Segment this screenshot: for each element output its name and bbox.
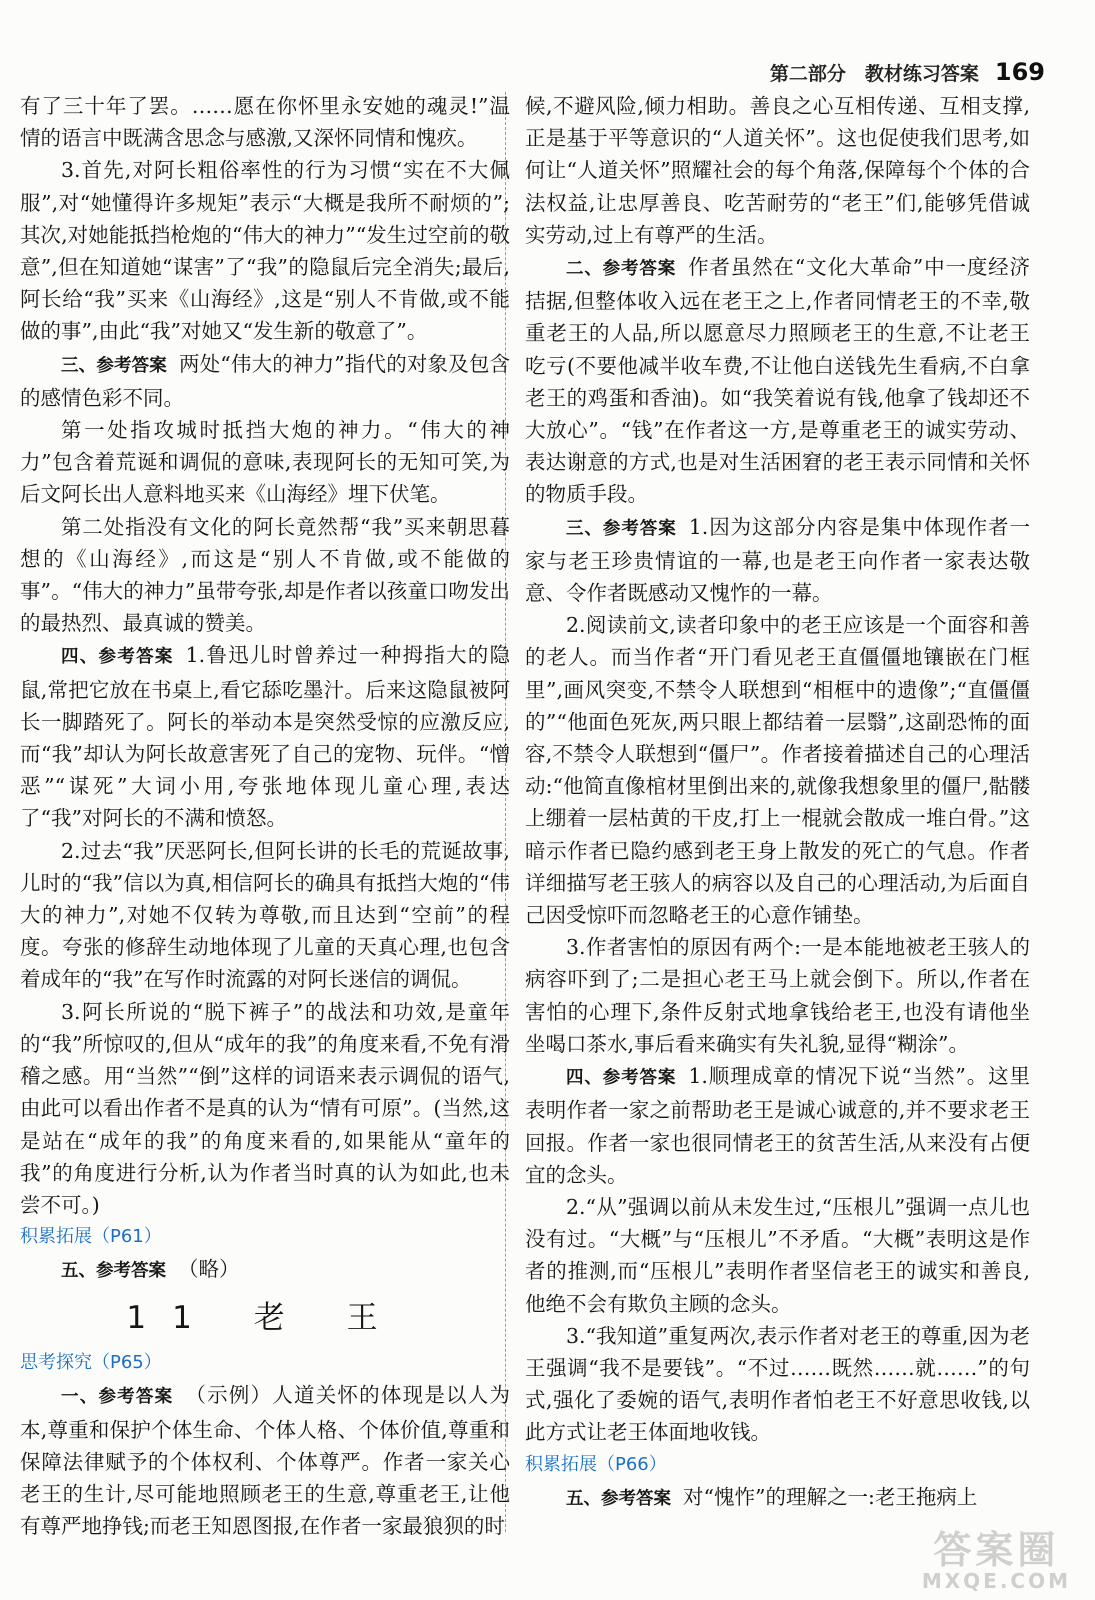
left-column <box>20 90 510 1542</box>
watermark-logo-text: 答案圈 <box>933 1528 1060 1572</box>
answer-label: 五、参考答案 <box>61 1261 166 1282</box>
answer-text: （示例）人道关怀的体现是以人为本,尊重和保护个体生命、个体人格、个体价值,尊重和保障法律赋予的个体权利、个体尊严。作者一家关心老王的生计,尽可能地照顾老王的生意,尊重老王,让他有尊严地挣钱;而老王知恩图报,在作者一家最狼狈的时 <box>20 1383 511 1539</box>
paragraph: 有了三十年了罢。……愿在你怀里永安她的魂灵!”温情的语言中既满含思念与感激,又深怀同情和愧疚。 <box>20 94 510 151</box>
answer-text: 两处“伟大的神力”指代的对象及包含的感情色彩不同。 <box>20 351 510 410</box>
paragraph: 候,不避风险,倾力相助。善良之心互相传递、互相支撑,正是基于平等意识的“人道关怀”。这也促使我们思考,如何让“人道关怀”照耀社会的每个角落,保障每个个体的合法权益,让忠厚善良、吃苦耐劳的“老王”们,能够凭借诚实劳动,过上有尊严的生活。 <box>525 94 1030 247</box>
section-heading: 思考探究（P65） <box>20 1352 162 1374</box>
answer-block-4 <box>525 1060 1030 1191</box>
paragraph: 3.“我知道”重复两次,表示作者对老王的尊重,因为老王强调“我不是要钱”。“不过……既然……就……”的句式,强化了委婉的语气,表明作者怕老王不好意思收钱,以此方式让老王体面地收钱。 <box>525 1323 1030 1445</box>
running-header-section: 第二部分 教材练习答案 <box>769 63 979 85</box>
answer-block-3 <box>525 511 1030 610</box>
answer-text: 1.因为这部分内容是集中体现作者一家与老王珍贵情谊的一幕,也是老王向作者一家表达敬意、令作者既感动又愧怍的一幕。 <box>525 514 1031 606</box>
answer-block-1 <box>20 1379 510 1542</box>
paragraph: 2.“从”强调以前从未发生过,“压根儿”强调一点儿也没有过。“大概”与“压根儿”不矛盾。“大概”表明这是作者的推测,而“压根儿”表明作者坚信老王的诚实和善良,他绝不会有欺负主顾的念头。 <box>525 1194 1030 1316</box>
answer-label: 四、参考答案 <box>566 1068 677 1089</box>
answer-text: （略） <box>178 1257 240 1282</box>
answer-label: 三、参考答案 <box>566 518 677 539</box>
watermark-url: MXQE.COM <box>921 1569 1071 1593</box>
answer-block-4 <box>20 639 510 834</box>
paragraph: 2.阅读前文,读者印象中的老王应该是一个面容和善的老人。而当作者“开门看见老王直僵僵地镶嵌在门框里”,画风突变,不禁令人联想到“相框中的遗像”;“直僵僵的”“他面色死灰,两只眼上都结着一层翳”,这副恐怖的面容,不禁令人联想到“僵尸”。作者接着描述自己的心理活动:“他简直像棺材里倒出来的,就像我想象里的僵尸,骷髅上绷着一层枯黄的干皮,打上一棍就会散成一堆白骨。”这暗示作者已隐约感到老王身上散发的死亡的气息。作者详细描写老王骇人的病容以及自己的心理活动,为后面自己因受惊吓而忽略老王的心意作铺垫。 <box>525 613 1030 928</box>
answer-text: 对“愧怍”的理解之一:老王拖病上 <box>683 1484 978 1509</box>
site-watermark <box>922 1530 1071 1592</box>
paragraph: 3.阿长所说的“脱下裤子”的战法和功效,是童年的“我”所惊叹的,但从“成年的我”的角度来看,不免有滑稽之感。用“当然”“倒”这样的词语来表示调侃的语气,由此可以看出作者不是真的认为“情有可原”。(当然,这是站在“成年的我”的角度来看的,如果能从“童年的我”的角度进行分析,认为作者当时真的认为如此,也未尝不可。) <box>20 999 510 1217</box>
page-number: 169 <box>994 58 1045 86</box>
answer-label: 三、参考答案 <box>61 355 167 376</box>
answer-block-2 <box>525 251 1030 511</box>
paragraph: 第一处指攻城时抵挡大炮的神力。“伟大的神力”包含着荒诞和调侃的意味,表现阿长的无知可笑,为后文阿长出人意料地买来《山海经》埋下伏笔。 <box>20 418 510 507</box>
running-header <box>770 58 1045 86</box>
answer-label: 四、参考答案 <box>61 647 174 668</box>
answer-block-3 <box>20 348 510 414</box>
answer-label: 二、参考答案 <box>566 259 677 280</box>
paragraph: 第二处指没有文化的阿长竟然帮“我”买来朝思暮想的《山海经》,而这是“别人不肯做,或不能做的事”。“伟大的神力”虽带夸张,却是作者以孩童口吻发出的最热烈、最真诚的赞美。 <box>20 514 510 636</box>
answer-text: 1.鲁迅儿时曾养过一种拇指大的隐鼠,常把它放在书桌上,看它舔吃墨汁。后来这隐鼠被阿长一脚踏死了。阿长的举动本是突然受惊的应激反应,而“我”却认为阿长故意害死了自己的宠物、玩伴。“憎恶”“谋死”大词小用,夸张地体现儿童心理,表达了“我”对阿长的不满和愤怒。 <box>20 643 511 831</box>
answer-block-5 <box>525 1481 1030 1515</box>
section-heading: 积累拓展（P61） <box>20 1226 162 1248</box>
answer-block-5 <box>20 1253 510 1287</box>
answer-text: 1.顺理成章的情况下说“当然”。这里表明作者一家之前帮助老王是诚心诚意的,并不要求老王回报。作者一家也很同情老王的贫苦生活,从来没有占便宜的念头。 <box>525 1064 1030 1187</box>
paragraph: 2.过去“我”厌恶阿长,但阿长讲的长毛的荒诞故事,儿时的“我”信以为真,相信阿长的确具有抵挡大炮的“伟大的神力”,对她不仅转为尊敬,而且达到“空前”的程度。夸张的修辞生动地体现了儿童的天真心理,也包含着成年的“我”在写作时流露的对阿长迷信的调侃。 <box>20 838 510 992</box>
answer-text: 作者虽然在“文化大革命”中一度经济拮据,但整体收入远在老王之上,作者同情老王的不幸,敬重老王的人品,所以愿意尽力照顾老王的生意,不让老王吃亏(不要他减半收车费,不让他白送钱先生看病,不白拿老王的鸡蛋和香油)。如“我笑着说有钱,他拿了钱却还不大放心”。“钱”在作者这一方,是尊重老王的诚实劳动、表达谢意的方式,也是对生活困窘的老王表示同情和关怀的物质手段。 <box>525 255 1030 507</box>
paragraph: 3.首先,对阿长粗俗率性的行为习惯“实在不大佩服”,对“她懂得许多规矩”表示“大概是我所不耐烦的”;其次,对她能抵挡枪炮的“伟大的神力”“发生过空前的敬意”,但在知道她“谋害”了“我”的隐鼠后完全消失;最后,阿长给“我”买来《山海经》,这是“别人不肯做,或不能做的事”,由此“我”对她又“发生新的敬意了”。 <box>20 158 510 344</box>
answer-label: 一、参考答案 <box>61 1387 174 1408</box>
paragraph: 3.作者害怕的原因有两个:一是本能地被老王骇人的病容吓到了;二是担心老王马上就会倒下。所以,作者在害怕的心理下,条件反射式地拿钱给老王,也没有请他坐坐喝口茶水,事后看来确实有失礼貌,显得“糊涂”。 <box>525 935 1030 1056</box>
section-heading: 积累拓展（P66） <box>525 1453 667 1475</box>
chapter-title: 11 老 王 <box>126 1300 404 1337</box>
right-column <box>525 90 1030 1515</box>
answer-label: 五、参考答案 <box>566 1488 671 1509</box>
